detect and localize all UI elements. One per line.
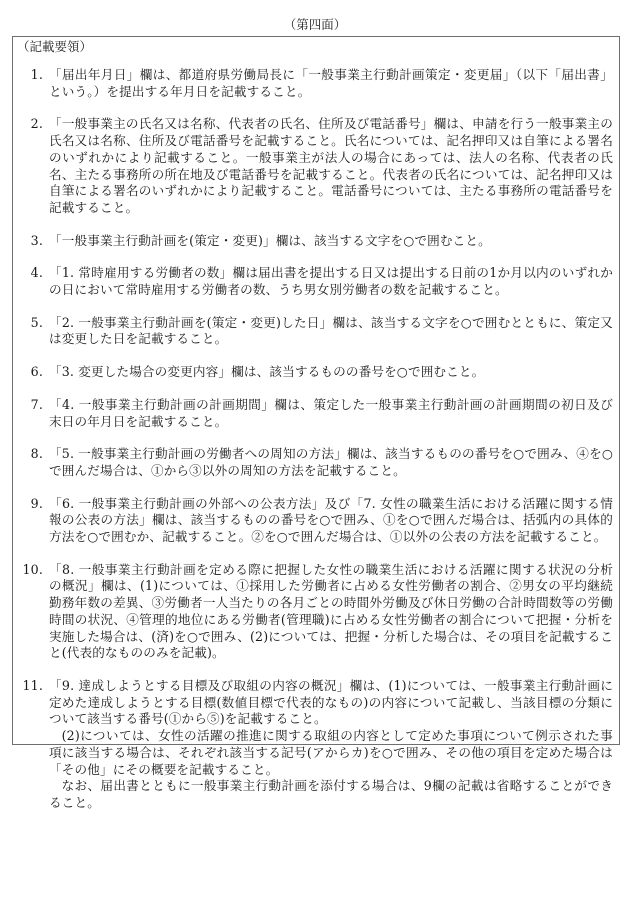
page-label: （第四面） (283, 17, 347, 32)
item-number: 1. (30, 67, 43, 82)
item-text: 「4. 一般事業主行動計画の計画期間」欄は、策定した一般事業主行動計画の計画期間の初日及び末日の年月日を記載すること。 (49, 396, 613, 429)
item-text: 「5. 一般事業主行動計画の労働者への周知の方法」欄は、該当するものの番号を○で囲み、④を○で囲んだ場合は、①から③以外の周知の方法を記載すること。 (49, 446, 613, 478)
item-text: 「一般事業主行動計画を(策定・変更)」欄は、該当する文字を○で囲むこと。 (49, 232, 491, 248)
instructions-list (13, 67, 619, 828)
item-text-note: なお、届出書とともに一般事業主行動計画を添付する場合は、9欄の記載は省略することができること。 (49, 778, 613, 810)
instruction-item-1 (13, 67, 619, 100)
instruction-item-10 (13, 562, 619, 662)
section-title: （記載要領） (17, 39, 93, 54)
instruction-item-9 (13, 496, 619, 546)
instruction-item-3 (13, 233, 619, 250)
instruction-item-11 (13, 678, 619, 812)
instruction-item-4 (13, 265, 619, 298)
item-number: 5. (30, 314, 43, 330)
item-number: 8. (30, 446, 43, 462)
item-text: 「6. 一般事業主行動計画の外部への公表方法」及び「7. 女性の職業生活における活躍に関する情報の公表の方法」欄は、該当するものの番号を○で囲み、①を○で囲んだ場合は、括弧内の具体的方法を○で囲むか、記載すること。②を○で囲んだ場合は、①以外の公表の方法を記載すること。 (49, 495, 613, 545)
item-number: 7. (30, 396, 43, 412)
item-text: 「1. 常時雇用する労働者の数」欄は届出書を提出する日又は提出する日前の1か月以内のいずれかの日において常時雇用する労働者の数、うち男女別労働者の数を記載すること。 (49, 265, 613, 298)
item-text-sub2: (2)については、女性の活躍の推進に関する取組の内容として定めた事項について例示された事項に該当する場合は、それぞれ該当する記号(アからカ)を○で囲み、その他の項目を定めた場合は「その他」にその概要を記載すること。 (49, 728, 613, 777)
item-number: 11. (22, 677, 43, 693)
instruction-item-8 (13, 446, 619, 479)
instructions-box (12, 36, 620, 810)
instruction-item-5 (13, 315, 619, 348)
item-text: 「届出年月日」欄は、都道府県労働局長に「一般事業主行動計画策定・変更届」（以下「届出書」という。）を提出する年月日を記載すること。 (49, 67, 613, 99)
item-text: 「8. 一般事業主行動計画を定める際に把握した女性の職業生活における活躍に関する状況の分析の概況」欄は、(1)については、①採用した労働者に占める女性労働者の割合、②男女の平均継続勤務年数の差異、③労働者一人当たりの各月ごとの時間外労働及び休日労働の合計時間数等の労働時間の状況、④管理的地位にある労働者(管理職)に占める女性労働者の割合について把握・分析を実施した場合は、(済)を○で囲み、(2)については、把握・分析した場合は、その項目を記載すること(代表的なもののみを記載)。 (49, 561, 613, 661)
item-text: 「3. 変更した場合の変更内容」欄は、該当するものの番号を○で囲むこと。 (49, 364, 485, 380)
instruction-item-6 (13, 364, 619, 381)
item-number: 10. (22, 561, 43, 577)
instruction-item-2 (13, 116, 619, 216)
item-text: 「2. 一般事業主行動計画を(策定・変更)した日」欄は、該当する文字を○で囲むとともに、策定又は変更した日を記載すること。 (49, 314, 613, 347)
item-number: 4. (30, 265, 43, 281)
item-text: 「一般事業主の氏名又は名称、代表者の氏名、住所及び電話番号」欄は、申請を行う一般事業主の氏名又は名称、住所及び電話番号を記載すること。氏名については、記名押印又は自筆による署名のいずれかにより記載すること。一般事業主が法人の場合にあっては、法人の名称、代表者の氏名、主たる事務所の所在地及び電話番号を記載すること。代表者の氏名については、記名押印又は自筆による署名のいずれかにより記載すること。電話番号については、主たる事務所の電話番号を記載すること。 (49, 116, 613, 215)
item-number: 9. (30, 495, 43, 511)
item-number: 2. (30, 116, 43, 132)
item-number: 3. (30, 232, 43, 248)
item-number: 6. (30, 364, 43, 380)
instruction-item-7 (13, 397, 619, 430)
item-text: 「9. 達成しようとする目標及び取組の内容の概況」欄は、(1)については、一般事業主行動計画に定めた達成しようとする目標(数値目標で代表的なもの)の内容について記載し、当該目標の分類について該当する番号(①から⑤)を記載すること。 (49, 677, 613, 727)
